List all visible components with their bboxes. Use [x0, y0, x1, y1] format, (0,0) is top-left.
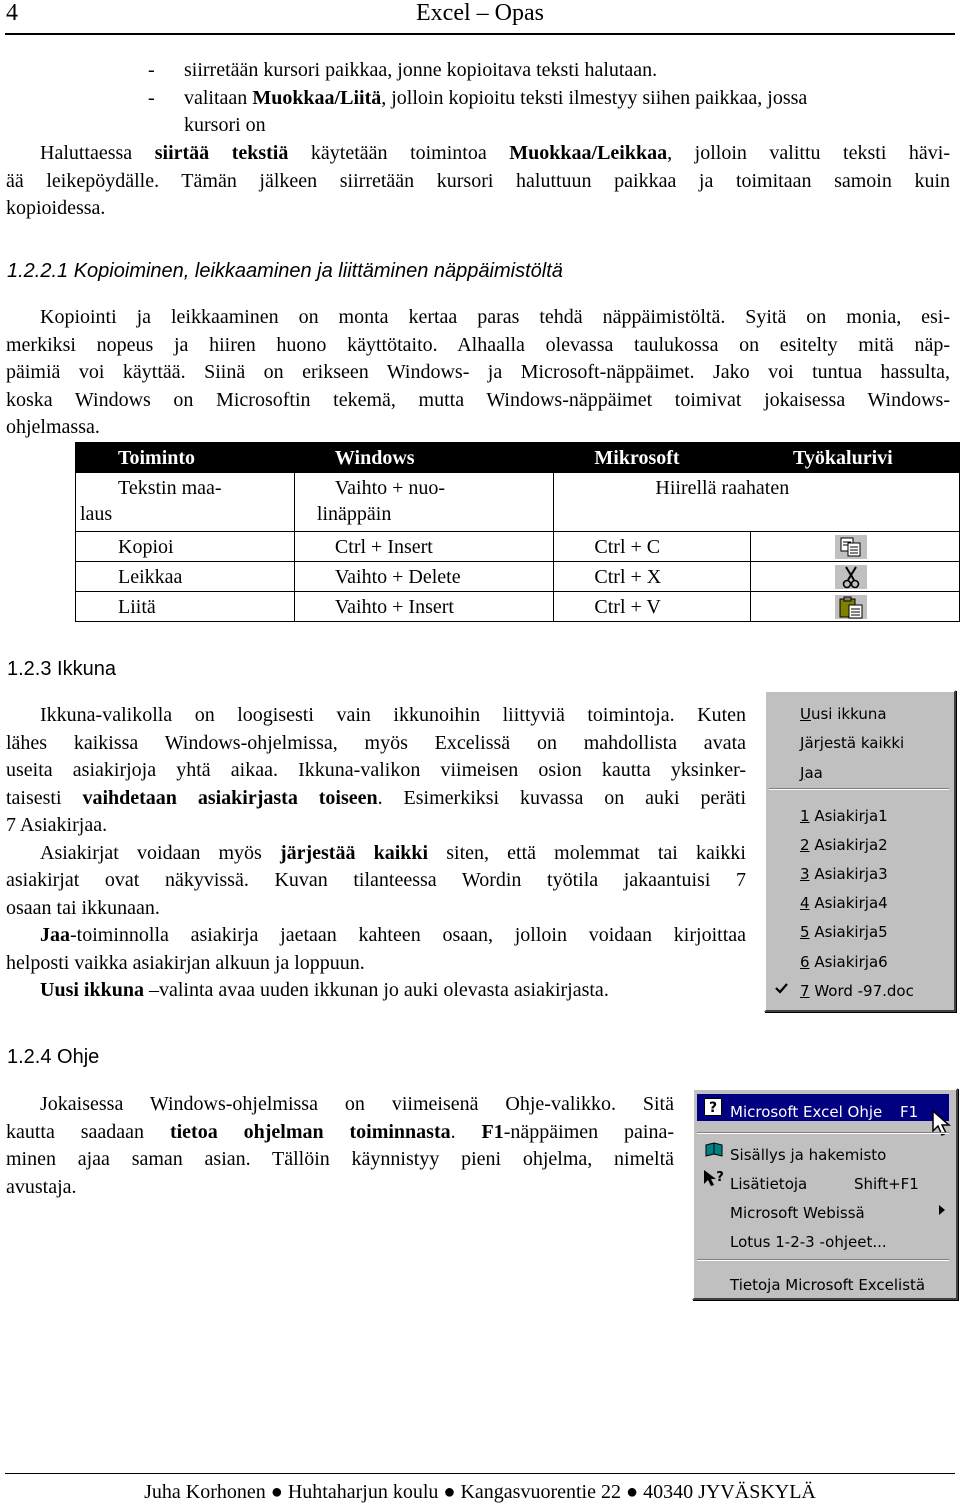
paste-icon: [835, 595, 867, 619]
menu-item-excel-help[interactable]: Microsoft Excel Ohje: [730, 1103, 883, 1121]
table-cell: Vaihto + Delete: [294, 562, 553, 592]
table-cell: [751, 562, 960, 592]
footer-name: Juha Korhonen: [144, 1481, 266, 1503]
footer: [0, 1478, 960, 1506]
menu-item-document-active[interactable]: 7 Word -97.doc: [800, 982, 914, 1000]
header-rule: [5, 33, 955, 35]
keyboard-paragraph: Kopiointi ja leikkaaminen on monta kertaa paras tehdä näppäimistöltä. Syitä on monia, esi- merkiksi nopeus ja hiiren huono käyttötaito. Alhaalla olevassa taulukossa on esitelty mitä näp- päimiä voi käyttää. Siinä on erikseen Windows- ja Microsoft-näppäimet. Jako voi tuntua hassulta, koska Windows on Microsoftin tekemä, mutta Windows-näppäimet toimivat jokaisessa Windows- ohjelmassa.: [6, 306, 950, 438]
table-row: [76, 473, 960, 532]
table-header-row: [76, 443, 960, 473]
bullet-text: siirretään kursori paikkaa, jonne kopioitava teksti halutaan.: [184, 59, 658, 81]
book-icon: [704, 1141, 724, 1159]
table-row: [76, 562, 960, 592]
footer-separator: ●: [443, 1481, 456, 1503]
menu-separator: [697, 1259, 949, 1261]
table-cell: Hiirellä raahaten: [554, 473, 960, 532]
table-cell: Liitä: [76, 592, 295, 622]
bullet-dash: -: [148, 59, 155, 81]
window-menu: [764, 690, 956, 1012]
table-header-cell: Toiminto: [76, 443, 295, 473]
menu-item-document[interactable]: 5 Asiakirja5: [800, 923, 888, 941]
table-cell: Ctrl + C: [554, 532, 751, 562]
menu-item-document[interactable]: 1 Asiakirja1: [800, 807, 888, 825]
copy-icon: [835, 535, 867, 559]
page-number: 4: [6, 0, 18, 26]
section-heading-1221: 1.2.2.1 Kopioiminen, leikkaaminen ja liittäminen näppäimistöltä: [7, 260, 563, 282]
menu-item-new-window[interactable]: Uusi ikkuna: [800, 705, 887, 723]
table-cell: Ctrl + Insert: [294, 532, 553, 562]
submenu-arrow-icon: [938, 1204, 946, 1216]
footer-city: 40340 JYVÄSKYLÄ: [643, 1481, 816, 1503]
menu-item-document[interactable]: 6 Asiakirja6: [800, 953, 888, 971]
menu-item-document[interactable]: 4 Asiakirja4: [800, 894, 888, 912]
menu-item-web[interactable]: Microsoft Webissä: [730, 1204, 865, 1222]
svg-text:?: ?: [716, 1170, 724, 1185]
table-cell: Vaihto + nuo- linäppäin: [294, 473, 553, 532]
menu-item-shortcut: Shift+F1: [854, 1175, 919, 1193]
footer-separator: ●: [270, 1481, 283, 1503]
window-paragraph: Ikkuna-valikolla on loogisesti vain ikkunoihin liittyviä toimintoja. Kuten lähes kaikissa Windows-ohjelmissa, myös Excelissä on mahdollista avata useita asiakirjoja yhtä aikaa. Ikkuna-valikon viimeisen osion kautta yksinker- taisesti vaihdetaan asiakirjasta toiseen. Esimerkiksi kuvassa on auki peräti 7 Asiakirjaa. Asiakirjat voidaan myös järjestää kaikki siten, että molemmat tai kaikki asiakirjat ovat näkyvissä. Kuvan tilanteessa Wordin työtila jakaantuisi 7 osaan tai ikkunaan. Jaa-toiminnolla asiakirja jaetaan kahteen osaan, jolloin voidaan kirjoittaa helposti vaikka asiakirjan alkuun ja loppuun. Uusi ikkuna –valinta avaa uuden ikkunan jo auki olevasta asiakirjasta.: [6, 704, 747, 1001]
bullet-text: valitaan Muokkaa/Liitä, jolloin kopioitu teksti ilmestyy siihen paikkaa, jossa: [184, 87, 808, 109]
footer-street: Kangasvuorentie 22: [460, 1481, 621, 1503]
table-header-cell: Windows: [294, 443, 553, 473]
bullet-text-continuation: kursori on: [184, 114, 266, 136]
table-row: [76, 592, 960, 622]
shortcut-table: [75, 442, 960, 622]
menu-item-lotus[interactable]: Lotus 1-2-3 -ohjeet...: [730, 1233, 887, 1251]
help-paragraph: Jokaisessa Windows-ohjelmissa on viimeisenä Ohje-valikko. Sitä kautta saadaan tietoa ohjelman toiminnasta. F1-näppäimen paina- minen ajaa saman asian. Tällöin käynnistyy pieni ohjelma, nimeltä avustaja.: [6, 1093, 674, 1198]
menu-item-document[interactable]: 2 Asiakirja2: [800, 836, 888, 854]
table-cell: Tekstin maa- laus: [76, 473, 295, 532]
menu-item-whats-this[interactable]: Lisätietoja: [730, 1175, 808, 1193]
move-paragraph: Haluttaessa siirtää tekstiä käytetään toimintoa Muokkaa/Leikkaa, jolloin valittu teksti hävi- ää leikepöydälle. Tämän jälkeen siirretään kursori haluttuun paikkaa ja toimitaan samoin kuin kopioidessa.: [6, 142, 951, 219]
menu-item-split[interactable]: Jaa: [800, 764, 823, 782]
whats-this-icon: [702, 1168, 726, 1188]
section-heading-123: 1.2.3 Ikkuna: [7, 658, 116, 680]
table-row: [76, 532, 960, 562]
footer-separator: ●: [625, 1481, 639, 1503]
menu-item-shortcut: F1: [900, 1103, 919, 1121]
table-cell: Kopioi: [76, 532, 295, 562]
table-cell: Leikkaa: [76, 562, 295, 592]
menu-item-document[interactable]: 3 Asiakirja3: [800, 865, 888, 883]
section-heading-124: 1.2.4 Ohje: [7, 1046, 100, 1068]
menu-separator: [697, 1132, 949, 1134]
table-header-cell: Mikrosoft: [554, 443, 751, 473]
table-cell: Vaihto + Insert: [294, 592, 553, 622]
bullet-dash: -: [148, 87, 155, 109]
cut-icon: [835, 565, 867, 589]
footer-school: Huhtaharjun koulu: [287, 1481, 439, 1503]
table-header-cell: Työkalurivi: [751, 443, 960, 473]
menu-item-contents[interactable]: Sisällys ja hakemisto: [730, 1146, 887, 1164]
footer-rule: [5, 1473, 955, 1474]
table-cell: [751, 592, 960, 622]
menu-separator: [769, 788, 949, 790]
checkmark-icon: [774, 981, 790, 995]
header-title: Excel – Opas: [416, 0, 544, 26]
help-icon: [704, 1098, 722, 1116]
table-cell: Ctrl + X: [554, 562, 751, 592]
svg-text:?: ?: [708, 1100, 718, 1116]
table-cell: Ctrl + V: [554, 592, 751, 622]
help-menu: [692, 1088, 958, 1300]
menu-item-about[interactable]: Tietoja Microsoft Excelistä: [730, 1276, 926, 1294]
table-cell: [751, 532, 960, 562]
menu-item-arrange-all[interactable]: Järjestä kaikki: [800, 734, 905, 752]
